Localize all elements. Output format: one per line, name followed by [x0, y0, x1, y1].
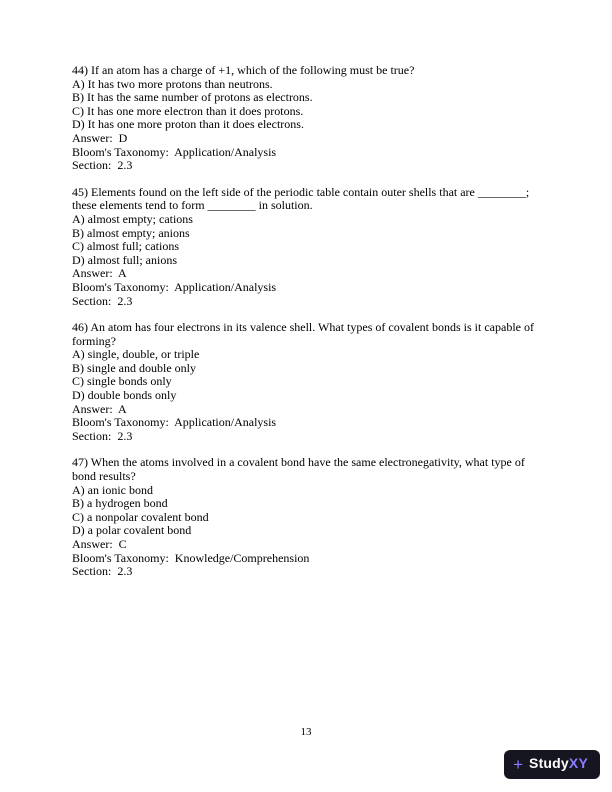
choice-b: B) almost empty; anions — [72, 225, 190, 240]
choice-c: C) single bonds only — [72, 374, 172, 389]
choice-d: D) almost full; anions — [72, 252, 177, 267]
question-stem: 45) Elements found on the left side of the periodic table contain outer shells that are ________; these elements tend to form ________ in solution. — [72, 184, 533, 213]
page-number: 13 — [300, 726, 312, 738]
choice-b: B) It has the same number of protons as electrons. — [72, 90, 313, 105]
question-stem: 44) If an atom has a charge of +1, which of the following must be true? — [72, 63, 415, 77]
choice-d: D) a polar covalent bond — [72, 523, 192, 538]
choice-a: A) It has two more protons than neutrons. — [72, 76, 273, 91]
answer-line: Answer: D — [72, 130, 128, 145]
choice-d: D) double bonds only — [72, 388, 177, 403]
logo-text-xy: XY — [568, 755, 588, 771]
choice-a: A) an ionic bond — [72, 482, 153, 497]
answer-line: Answer: A — [72, 401, 127, 416]
question-stem: 47) When the atoms involved in a covalent bond have the same electronegativity, what type of bond results? — [72, 455, 528, 484]
document-body — [72, 64, 544, 592]
bloom-line: Bloom's Taxonomy: Knowledge/Comprehension — [72, 550, 310, 565]
bloom-line: Bloom's Taxonomy: Application/Analysis — [72, 279, 277, 294]
choice-c: C) It has one more electron than it does protons. — [72, 103, 304, 118]
answer-line: Answer: C — [72, 537, 127, 551]
choice-a: A) almost empty; cations — [72, 211, 193, 226]
section-line: Section: 2.3 — [72, 293, 133, 308]
question-46 — [72, 321, 544, 443]
logo-text — [529, 755, 588, 773]
choice-c: C) almost full; cations — [72, 239, 179, 254]
question-stem: 46) An atom has four electrons in its valence shell. What types of covalent bonds is it capable of forming? — [72, 320, 537, 348]
section-line: Section: 2.3 — [72, 158, 133, 173]
choice-c: C) a nonpolar covalent bond — [72, 509, 209, 524]
section-line: Section: 2.3 — [72, 428, 133, 443]
logo-text-study: Study — [529, 755, 569, 771]
bloom-line: Bloom's Taxonomy: Application/Analysis — [72, 415, 277, 430]
choice-a: A) single, double, or triple — [72, 347, 200, 362]
question-47 — [72, 456, 544, 578]
question-45 — [72, 186, 544, 308]
bloom-line: Bloom's Taxonomy: Application/Analysis — [72, 144, 277, 159]
choice-d: D) It has one more proton than it does electrons. — [72, 117, 304, 132]
studyxy-logo — [504, 750, 600, 779]
choice-b: B) a hydrogen bond — [72, 496, 168, 511]
choice-b: B) single and double only — [72, 360, 196, 375]
question-44 — [72, 64, 544, 173]
section-line: Section: 2.3 — [72, 564, 133, 579]
answer-line: Answer: A — [72, 266, 127, 281]
plus-icon: + — [513, 754, 524, 774]
